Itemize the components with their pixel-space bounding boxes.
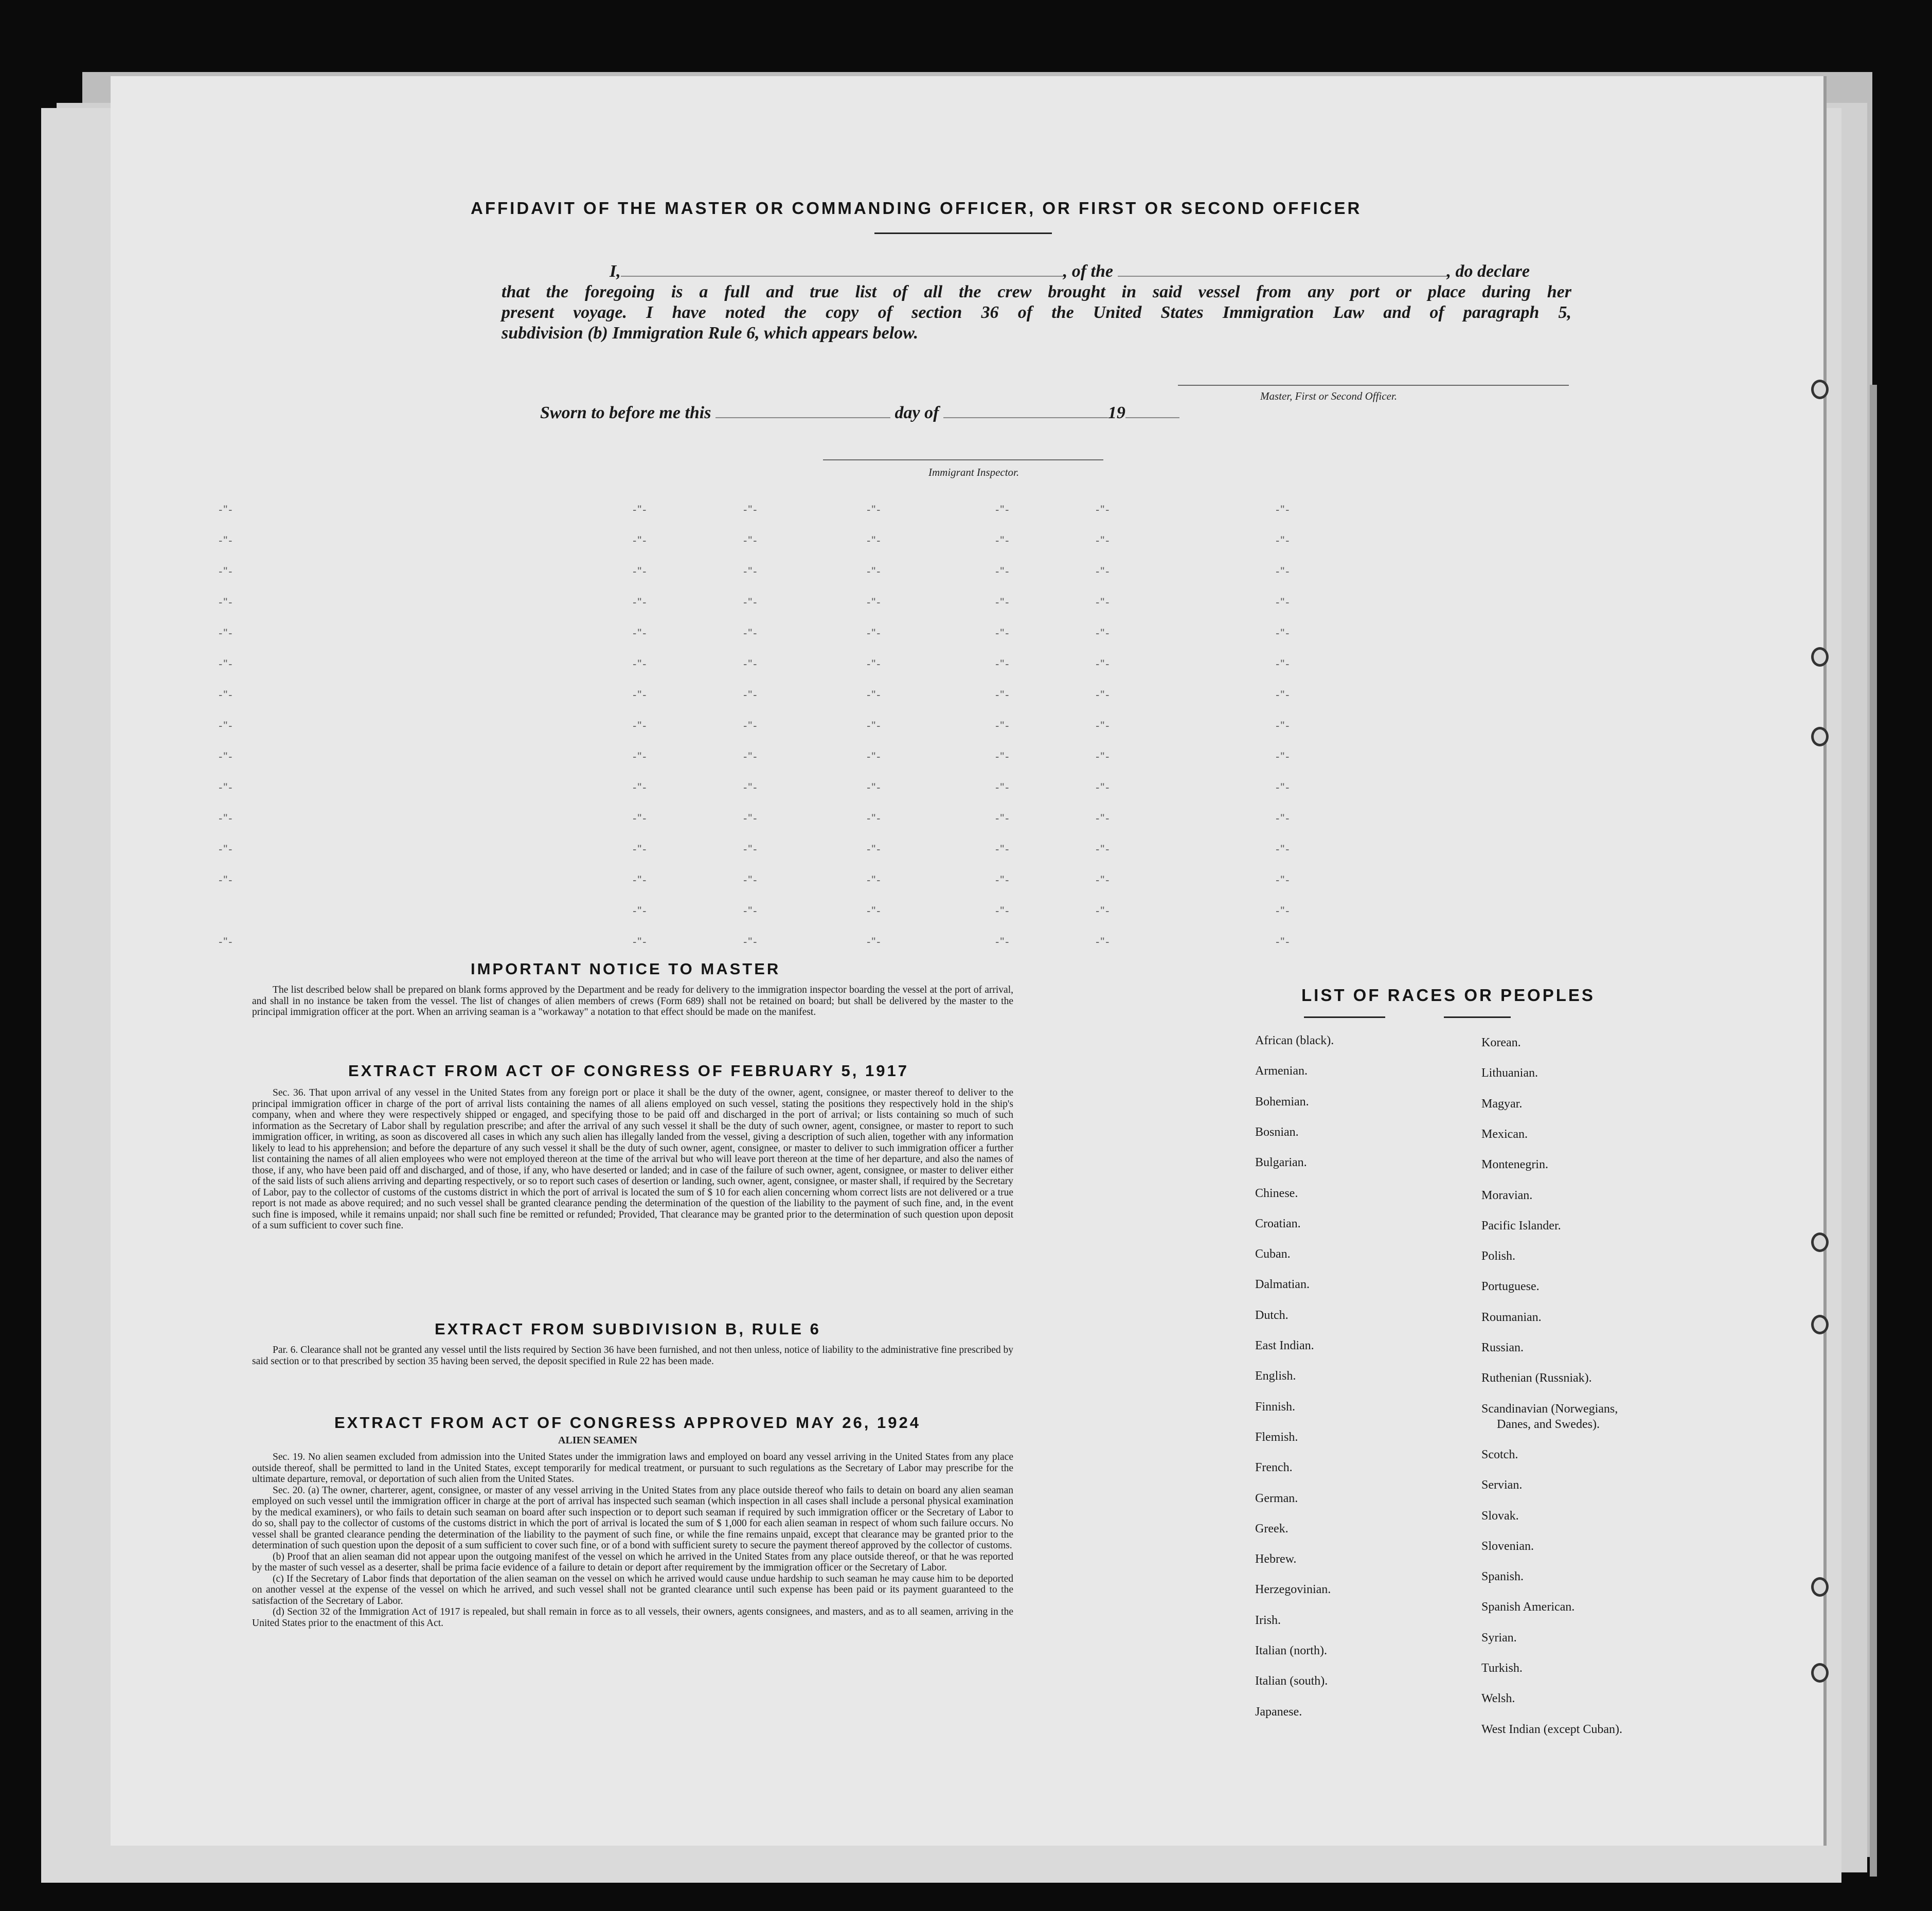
declarant-name-field bbox=[621, 276, 1063, 277]
binder-hole bbox=[1811, 1577, 1829, 1597]
race-item: Roumanian. bbox=[1481, 1310, 1542, 1324]
race-item: Dutch. bbox=[1255, 1308, 1289, 1322]
ditto-mark: -"- bbox=[1096, 688, 1111, 701]
ditto-mark: -"- bbox=[219, 627, 234, 639]
ditto-mark: -"- bbox=[743, 873, 758, 886]
races-rule-right bbox=[1444, 1016, 1511, 1018]
ditto-mark: -"- bbox=[867, 750, 882, 763]
ditto-mark: -"- bbox=[1276, 503, 1291, 516]
ditto-mark: -"- bbox=[1096, 657, 1111, 670]
ditto-mark: -"- bbox=[867, 534, 882, 547]
ditto-mark: -"- bbox=[1096, 503, 1111, 516]
ditto-mark: -"- bbox=[743, 627, 758, 639]
ditto-mark: -"- bbox=[1276, 904, 1291, 917]
ditto-mark: -"- bbox=[1096, 534, 1111, 547]
ditto-mark: -"- bbox=[743, 812, 758, 825]
notice-text: The list described below shall be prepared on blank forms approved by the Department and be ready for delivery to the immigration inspector boarding the vessel at the port of arrival, and shall in no instance be taken from the vessel. The list of changes of alien members of crews (Form 689) shall not be retained on board; but shall be delivered by the master to the principal immigration officer at the port. When an arriving seaman is a "workaway" a notation to that effect should be made on the manifest. bbox=[252, 985, 1013, 1017]
race-item: Herzegovinian. bbox=[1255, 1583, 1331, 1597]
vessel-name-field bbox=[1118, 276, 1447, 277]
ditto-mark: -"- bbox=[743, 719, 758, 732]
title-rule bbox=[874, 233, 1052, 234]
sworn-label: Sworn to before me this bbox=[540, 403, 711, 422]
rule-6-text: Par. 6. Clearance shall not be granted any vessel until the lists required by Section 36 have been furnished, and not then unless, notice of liability to the administrative fine prescribed by said section or to that prescribed by section 35 having been served, the deposit specified in Rule 22 has been made. bbox=[252, 1345, 1013, 1367]
declarant-label: I, bbox=[610, 262, 621, 281]
race-item: Scandinavian (Norwegians, bbox=[1481, 1402, 1618, 1416]
race-item: Italian (south). bbox=[1255, 1674, 1328, 1688]
ditto-mark: -"- bbox=[633, 812, 648, 825]
race-item: Turkish. bbox=[1481, 1662, 1523, 1675]
ditto-mark: -"- bbox=[867, 873, 882, 886]
page-edge-strip bbox=[1870, 385, 1877, 1877]
ditto-mark: -"- bbox=[1276, 534, 1291, 547]
race-item: Servian. bbox=[1481, 1478, 1523, 1492]
ditto-mark: -"- bbox=[743, 596, 758, 609]
ditto-mark: -"- bbox=[633, 873, 648, 886]
ditto-mark: -"- bbox=[219, 688, 234, 701]
race-item: Chinese. bbox=[1255, 1186, 1298, 1200]
ditto-mark: -"- bbox=[995, 565, 1010, 578]
race-item: Armenian. bbox=[1255, 1064, 1308, 1078]
binder-hole bbox=[1811, 1315, 1829, 1334]
race-item: Lithuanian. bbox=[1481, 1066, 1538, 1080]
binder-hole bbox=[1811, 727, 1829, 746]
sec-20b-paragraph: (b) Proof that an alien seaman did not appear upon the outgoing manifest of the vessel on which he arrived in the United States from any place outside thereof, or that he was reported by the master of such vessel as a deserter, shall be prima facie evidence of a failure to detain or deport after requirement by the immigration officer or the Secretary of Labor. bbox=[252, 1551, 1013, 1573]
race-item: Croatian. bbox=[1255, 1217, 1301, 1230]
ditto-mark: -"- bbox=[867, 935, 882, 948]
ditto-mark: -"- bbox=[1276, 719, 1291, 732]
race-item: Slovak. bbox=[1481, 1509, 1519, 1523]
ditto-mark: -"- bbox=[1276, 688, 1291, 701]
alien-seamen-subtitle: ALIEN SEAMEN bbox=[558, 1435, 637, 1446]
ditto-mark: -"- bbox=[867, 719, 882, 732]
ditto-mark: -"- bbox=[867, 781, 882, 794]
ditto-mark: -"- bbox=[743, 904, 758, 917]
race-item: German. bbox=[1255, 1491, 1298, 1505]
race-item: Moravian. bbox=[1481, 1188, 1533, 1202]
ditto-mark: -"- bbox=[219, 596, 234, 609]
ditto-mark: -"- bbox=[1276, 935, 1291, 948]
race-item: West Indian (except Cuban). bbox=[1481, 1722, 1622, 1736]
race-item: Flemish. bbox=[1255, 1430, 1298, 1444]
race-item: Spanish. bbox=[1481, 1570, 1524, 1584]
race-item: Bosnian. bbox=[1255, 1125, 1299, 1139]
ditto-mark: -"- bbox=[995, 781, 1010, 794]
ditto-mark: -"- bbox=[995, 596, 1010, 609]
ditto-mark: -"- bbox=[633, 534, 648, 547]
race-item: Russian. bbox=[1481, 1341, 1524, 1354]
ditto-mark: -"- bbox=[743, 688, 758, 701]
ditto-mark: -"- bbox=[1276, 627, 1291, 639]
ditto-mark: -"- bbox=[1276, 781, 1291, 794]
ditto-mark: -"- bbox=[219, 657, 234, 670]
ditto-mark: -"- bbox=[867, 843, 882, 855]
ditto-mark: -"- bbox=[743, 935, 758, 948]
race-item: Ruthenian (Russniak). bbox=[1481, 1371, 1592, 1385]
ditto-mark: -"- bbox=[1276, 873, 1291, 886]
ditto-mark: -"- bbox=[1276, 596, 1291, 609]
sworn-month-field bbox=[943, 417, 1108, 418]
binder-hole bbox=[1811, 380, 1829, 399]
ditto-mark: -"- bbox=[1096, 596, 1111, 609]
ditto-mark: -"- bbox=[995, 873, 1010, 886]
extract-1924-title: EXTRACT FROM ACT OF CONGRESS APPROVED MAY 26, 1924 bbox=[334, 1414, 921, 1432]
ditto-mark: -"- bbox=[1096, 873, 1111, 886]
ditto-mark: -"- bbox=[1276, 657, 1291, 670]
day-of-label: day of bbox=[895, 403, 939, 422]
ditto-mark: -"- bbox=[995, 812, 1010, 825]
ditto-mark: -"- bbox=[743, 843, 758, 855]
ditto-mark: -"- bbox=[633, 843, 648, 855]
ditto-mark: -"- bbox=[219, 750, 234, 763]
affidavit-line-1 bbox=[502, 261, 1571, 282]
race-item: Greek. bbox=[1255, 1522, 1289, 1535]
race-item: Montenegrin. bbox=[1481, 1158, 1548, 1172]
ditto-mark: -"- bbox=[1096, 781, 1111, 794]
ditto-mark: -"- bbox=[1096, 750, 1111, 763]
extract-1924-text bbox=[252, 1452, 1013, 1629]
race-item: Polish. bbox=[1481, 1249, 1516, 1263]
ditto-mark: -"- bbox=[743, 565, 758, 578]
ditto-mark: -"- bbox=[995, 935, 1010, 948]
ditto-mark: -"- bbox=[867, 812, 882, 825]
race-item: Italian (north). bbox=[1255, 1644, 1327, 1657]
race-item: Pacific Islander. bbox=[1481, 1219, 1561, 1233]
declare-label: , do declare bbox=[1446, 262, 1530, 281]
race-item: Finnish. bbox=[1255, 1400, 1296, 1414]
sworn-line bbox=[540, 403, 1179, 423]
ditto-mark: -"- bbox=[743, 503, 758, 516]
extract-1917-text: Sec. 36. That upon arrival of any vessel in the United States from any foreign port or place it shall be the duty of the owner, agent, consignee, or master thereof to deliver to the principal immigration officer in charge of the port of arrival lists containing the names of all aliens employed on such vessel, stating the positions they respectively hold in the ship's company, when and where they were respectively shipped or engaged, and specifying those to be paid off and discharged in the port of arrival; or lists containing so much of such information as the Secretary of Labor shall by regulation prescribe; and after the arrival of any such vessel it shall be the duty of such owner, agent, consignee, or master to report to such immigration officer, in writing, as soon as discovered all cases in which any such alien has illegally landed from the vessel, giving a description of such alien, together with any information likely to lead to his apprehension; and before the departure of any such vessel it shall be the duty of such owner, agent, consignee, or master to deliver to such immigration officer a further list containing the names of all alien employees who were not employed thereon at the time of the arrival but who will leave port thereon at the time of her departure, and also the names of those, if any, who have been paid off and discharged, and of those, if any, who have deserted or landed; and in case of the failure of such owner, agent, consignee, or master to deliver either of the said lists of such aliens arriving and departing respectively, or so to report such cases of desertion or landing, such owner, agent, consignee, or master shall, if required by the Secretary of Labor, pay to the collector of customs of the customs district in which the port of arrival is located the sum of $ 10 for each alien concerning whom correct lists are not delivered or a true report is not made as above required; and no such vessel shall be granted clearance pending the determination of the question of the liability to the payment of such fine, and, in the event such fine is imposed, while it remains unpaid; nor shall such fine be remitted or refunded; Provided, That clearance may be granted prior to the determination of such question upon deposit of a sum sufficient to cover such fine. bbox=[252, 1087, 1013, 1231]
race-item: Cuban. bbox=[1255, 1247, 1291, 1261]
affidavit-line-2: that the foregoing is a full and true list of all the crew brought in said vessel from any port or place during her bbox=[502, 282, 1571, 301]
ditto-mark: -"- bbox=[995, 904, 1010, 917]
ditto-mark: -"- bbox=[633, 904, 648, 917]
race-item: Bulgarian. bbox=[1255, 1156, 1307, 1170]
sec-20a-paragraph: Sec. 20. (a) The owner, charterer, agent, consignee, or master of any vessel arriving in the United States from any place outside thereof who fails to detain on board any alien seaman employed on such vessel until the immigration officer in charge at the port of arrival has inspected such seaman (which inspection in all cases shall include a personal physical examination by the medical examiners), or who fails to detain such seaman on board after such inspection or to deport such seaman if required by such immigration officer or the Secretary of Labor to do so, shall pay to the collector of customs of the customs district in which the port of arrival is located the sum of $ 1,000 for each alien seaman in respect of whom such failure occurs. No vessel shall be granted clearance pending the determination of the liability to the payment of such fine, or while the fine remains unpaid, except that clearance may be granted prior to the determination of such question upon the deposit of a sum sufficient to cover such fine, or of a bond with sufficient surety to secure the payment thereof approved by the collector of customs. bbox=[252, 1485, 1013, 1551]
affidavit-line-4: subdivision (b) Immigration Rule 6, which appears below. bbox=[502, 324, 919, 343]
ditto-mark: -"- bbox=[219, 565, 234, 578]
ditto-mark: -"- bbox=[995, 657, 1010, 670]
ditto-mark: -"- bbox=[867, 627, 882, 639]
ditto-mark: -"- bbox=[219, 503, 234, 516]
affidavit-title: AFFIDAVIT OF THE MASTER OR COMMANDING OFFICER, OR FIRST OR SECOND OFFICER bbox=[471, 199, 1362, 218]
sec-19-paragraph: Sec. 19. No alien seamen excluded from admission into the United States under the immigration laws and employed on board any vessel arriving in the United States from any place outside thereof, shall be permitted to land in the United States, except temporarily for medical treatment, or pursuant to such regulations as the Secretary of Labor may prescribe for the ultimate departure, removal, or deportation of such alien from the United States. bbox=[252, 1452, 1013, 1485]
ditto-mark: -"- bbox=[1096, 904, 1111, 917]
race-item: Irish. bbox=[1255, 1613, 1281, 1627]
manifest-page bbox=[111, 76, 1827, 1846]
ditto-mark: -"- bbox=[743, 534, 758, 547]
sworn-year-field bbox=[1125, 417, 1179, 418]
affidavit-line-3: present voyage. I have noted the copy of section 36 of the United States Immigration Law and of paragraph 5, bbox=[502, 303, 1571, 322]
ditto-mark: -"- bbox=[633, 657, 648, 670]
race-item: Spanish American. bbox=[1481, 1600, 1575, 1614]
ditto-mark: -"- bbox=[995, 843, 1010, 855]
ditto-mark: -"- bbox=[1096, 627, 1111, 639]
ditto-mark: -"- bbox=[219, 781, 234, 794]
binder-hole bbox=[1811, 647, 1829, 667]
race-item: Bohemian. bbox=[1255, 1095, 1309, 1109]
vessel-label: , of the bbox=[1063, 262, 1114, 281]
ditto-mark: -"- bbox=[995, 688, 1010, 701]
rule-6-title: EXTRACT FROM SUBDIVISION B, RULE 6 bbox=[435, 1320, 821, 1338]
ditto-mark: -"- bbox=[633, 688, 648, 701]
ditto-mark: -"- bbox=[995, 750, 1010, 763]
ditto-mark: -"- bbox=[633, 935, 648, 948]
ditto-mark: -"- bbox=[633, 503, 648, 516]
extract-1917-title: EXTRACT FROM ACT OF CONGRESS OF FEBRUARY 5, 1917 bbox=[348, 1062, 909, 1080]
ditto-mark: -"- bbox=[743, 657, 758, 670]
race-item: East Indian. bbox=[1255, 1339, 1314, 1352]
race-item: Dalmatian. bbox=[1255, 1278, 1310, 1292]
ditto-mark: -"- bbox=[1096, 565, 1111, 578]
race-item: French. bbox=[1255, 1461, 1293, 1475]
ditto-mark: -"- bbox=[633, 596, 648, 609]
ditto-mark: -"- bbox=[219, 719, 234, 732]
race-item: African (black). bbox=[1255, 1034, 1334, 1047]
ditto-mark: -"- bbox=[633, 750, 648, 763]
ditto-mark: -"- bbox=[219, 812, 234, 825]
inspector-signature-line bbox=[823, 459, 1103, 460]
sworn-day-field bbox=[715, 417, 890, 418]
races-rule-left bbox=[1304, 1016, 1385, 1018]
ditto-mark: -"- bbox=[995, 627, 1010, 639]
notice-title: IMPORTANT NOTICE TO MASTER bbox=[471, 960, 781, 978]
ditto-mark: -"- bbox=[867, 565, 882, 578]
affidavit-body bbox=[502, 261, 1571, 344]
ditto-mark: -"- bbox=[1096, 812, 1111, 825]
ditto-mark: -"- bbox=[743, 750, 758, 763]
ditto-mark: -"- bbox=[633, 565, 648, 578]
ditto-mark: -"- bbox=[995, 719, 1010, 732]
ditto-mark: -"- bbox=[1276, 565, 1291, 578]
ditto-mark: -"- bbox=[867, 688, 882, 701]
sec-20d-paragraph: (d) Section 32 of the Immigration Act of 1917 is repealed, but shall remain in force as to all vessels, their owners, agents consignees, and masters, and as to all seamen, arriving in the United States prior to the enactment of this Act. bbox=[252, 1606, 1013, 1629]
ditto-mark: -"- bbox=[867, 503, 882, 516]
ditto-mark: -"- bbox=[633, 719, 648, 732]
race-item: Scotch. bbox=[1481, 1448, 1518, 1461]
ditto-mark: -"- bbox=[867, 904, 882, 917]
ditto-mark: -"- bbox=[219, 873, 234, 886]
master-signature-label: Master, First or Second Officer. bbox=[1260, 390, 1397, 402]
race-item: Slovenian. bbox=[1481, 1539, 1534, 1553]
ditto-mark: -"- bbox=[219, 843, 234, 855]
race-item: Japanese. bbox=[1255, 1705, 1302, 1719]
ditto-mark: -"- bbox=[633, 627, 648, 639]
race-item: Welsh. bbox=[1481, 1692, 1515, 1706]
year-label: 19 bbox=[1107, 403, 1125, 422]
race-item: Mexican. bbox=[1481, 1127, 1528, 1141]
ditto-mark: -"- bbox=[995, 503, 1010, 516]
sec-20c-paragraph: (c) If the Secretary of Labor finds that deportation of the alien seaman on the vessel on which he arrived would cause undue hardship to such seaman he may cause him to be deported on another vessel at the expense of the vessel on which he arrived, and such vessel shall not be granted clearance until such expense has been paid or its payment guaranteed to the satisfaction of the Secretary of Labor. bbox=[252, 1573, 1013, 1606]
races-title: LIST OF RACES OR PEOPLES bbox=[1301, 986, 1595, 1005]
race-item: Korean. bbox=[1481, 1036, 1521, 1049]
race-item: Danes, and Swedes). bbox=[1497, 1417, 1600, 1431]
ditto-mark: -"- bbox=[1096, 935, 1111, 948]
ditto-mark: -"- bbox=[1096, 719, 1111, 732]
race-item: Magyar. bbox=[1481, 1097, 1523, 1111]
binder-hole bbox=[1811, 1663, 1829, 1683]
race-item: Portuguese. bbox=[1481, 1280, 1540, 1294]
race-item: Syrian. bbox=[1481, 1631, 1517, 1645]
inspector-label: Immigrant Inspector. bbox=[928, 466, 1019, 478]
binder-hole bbox=[1811, 1233, 1829, 1252]
ditto-mark: -"- bbox=[1096, 843, 1111, 855]
ditto-mark: -"- bbox=[1276, 750, 1291, 763]
ditto-mark: -"- bbox=[633, 781, 648, 794]
ditto-mark: -"- bbox=[743, 781, 758, 794]
race-item: Hebrew. bbox=[1255, 1552, 1297, 1566]
ditto-mark: -"- bbox=[867, 657, 882, 670]
ditto-mark: -"- bbox=[1276, 843, 1291, 855]
ditto-mark: -"- bbox=[219, 935, 234, 948]
ditto-mark: -"- bbox=[867, 596, 882, 609]
ditto-mark: -"- bbox=[1276, 812, 1291, 825]
master-signature-line bbox=[1178, 385, 1569, 386]
ditto-mark: -"- bbox=[219, 534, 234, 547]
race-item: English. bbox=[1255, 1369, 1296, 1383]
ditto-mark: -"- bbox=[995, 534, 1010, 547]
